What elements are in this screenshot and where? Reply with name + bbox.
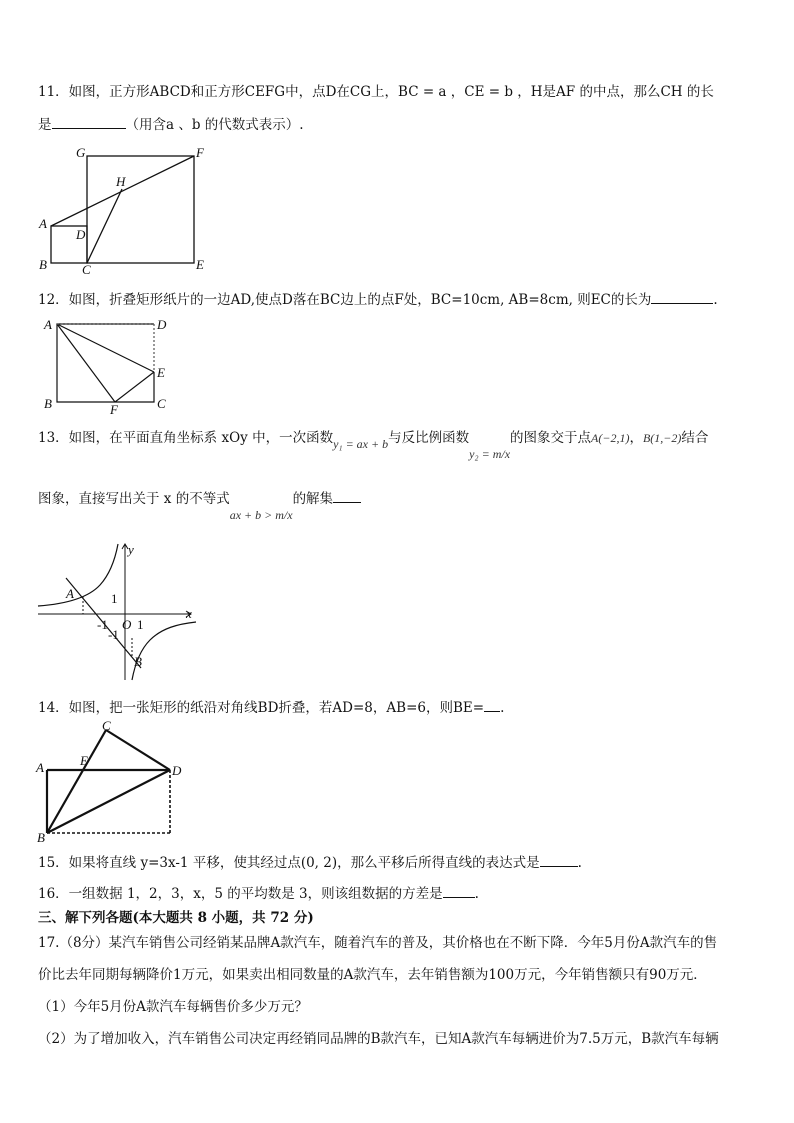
q17-line2 (38, 966, 707, 984)
q11-label-f: F (196, 145, 204, 160)
q11-label-d: D (76, 227, 86, 242)
q16-answer-blank[interactable] (443, 884, 475, 898)
q17-text-line1: 17.（8分）某汽车销售公司经销某品牌A款汽车，随着汽车的普及，其价格也在不断下降．今年5月份A款汽车的售 (38, 935, 718, 951)
q13-text-1d: 结合 (681, 430, 709, 446)
segment-fe (115, 372, 154, 402)
q17-sub2 (38, 1030, 719, 1048)
q13-point-a: A(−2,1) (591, 431, 630, 445)
q13-tick-y1: 1 (111, 591, 118, 606)
rect-abc (57, 324, 154, 402)
q11-label-g: G (76, 145, 86, 160)
q14-label-d: D (172, 763, 182, 778)
q13-label-b: B (134, 654, 142, 669)
q13-label-o: O (122, 617, 132, 632)
segment-cd (106, 730, 170, 770)
q11-line1 (38, 83, 714, 101)
q16-text: 16．一组数据 1，2，3，x，5 的平均数是 3，则该组数据的方差是 (38, 886, 443, 902)
q15-answer-blank[interactable] (540, 853, 578, 867)
q17-sub1 (38, 998, 308, 1016)
q13-text-2b: 的解集 (292, 491, 334, 507)
segment-ae (57, 324, 154, 372)
q11-text-line2a: 是 (38, 117, 52, 133)
q11-label-c: C (82, 262, 91, 277)
q12-figure (36, 314, 176, 414)
q13-tick-x1: 1 (137, 617, 144, 632)
q12-label-c: C (157, 396, 166, 411)
q12-label-d: D (157, 317, 167, 332)
q14-label-a: A (36, 760, 44, 775)
q11-figure (36, 142, 216, 277)
q17-text-sub1: （1）今年5月份A款汽车每辆售价多少万元？ (38, 999, 308, 1015)
q16-end: . (474, 886, 479, 902)
q14-figure (34, 718, 189, 843)
q13-label-x: x (186, 606, 192, 621)
q11-label-b: B (39, 257, 47, 272)
q13-text-1c: 的图象交于点 (510, 430, 592, 446)
q12-label-e: E (157, 365, 165, 380)
q13-tick-yneg1: -1 (108, 627, 119, 642)
q12-label-b: B (44, 396, 52, 411)
section-3-heading (38, 909, 314, 927)
q11-label-h: H (116, 174, 126, 189)
q12-text: 12．如图，折叠矩形纸片的一边AD,使点D落在BC边上的点F处，BC=10cm, AB=8cm, 则EC的长为 (38, 292, 652, 308)
q13-point-b: B(1,−2) (642, 431, 682, 445)
square-cefg (87, 156, 194, 263)
hyperbola-branch-left (38, 544, 118, 606)
q12-answer-blank[interactable] (651, 290, 713, 304)
q13-label-a: A (66, 586, 74, 601)
q14-end: . (500, 700, 505, 716)
segment-af (51, 156, 194, 226)
q13-text-2a: 图象，直接写出关于 x 的不等式 (38, 491, 230, 507)
q11-text-line2b: （用含a 、b 的代数式表示）. (125, 117, 304, 133)
q17-text-sub2: （2）为了增加收入，汽车销售公司决定再经销同品牌的B款汽车，已知A款汽车每辆进价为7.5万元，B款汽车每辆 (38, 1031, 719, 1047)
q17-text-line2: 价比去年同期每辆降价1万元，如果卖出相同数量的A款汽车，去年销售额为100万元，今年销售额只有90万元． (38, 967, 707, 983)
q13-line2 (38, 489, 361, 522)
q14-label-b: B (37, 830, 45, 843)
q12-label-f: F (110, 402, 118, 414)
q13-func1: y₁ = ax + b (333, 437, 389, 451)
q11-label-a: A (39, 216, 47, 231)
q14-label-c: C (102, 718, 111, 733)
q13-label-y: y (128, 542, 134, 557)
q13-answer-blank[interactable] (333, 489, 361, 503)
q13-tick-xneg1: -1 (97, 617, 108, 632)
q12-label-a: A (44, 317, 52, 332)
q13-line1: 13．如图，在平面直角坐标系 xOy 中，一次函数y₁ = ax + b与反比例函数y₂ = m/x的图象交于点A(−2,1)，B(1,−2)结合 (38, 430, 709, 461)
q13-func2: y₂ = m/x (469, 447, 511, 461)
q13-figure (36, 540, 201, 685)
q14-text: 14．如图，把一张矩形的纸沿对角线BD折叠，若AD=8，AB=6，则BE= (38, 700, 485, 716)
section-3-text: 三、解下列各题(本大题共 8 小题，共 72 分) (38, 910, 314, 926)
q15-text: 15．如果将直线 y=3x-1 平移，使其经过点(0, 2)，那么平移后所得直线的表达式是 (38, 855, 540, 871)
q13-inequality: ax + b > m/x (229, 508, 293, 522)
segment-af (57, 324, 115, 402)
q14-answer-blank[interactable] (484, 698, 500, 712)
q17-line1 (38, 934, 717, 952)
q11-text-line1: 11．如图，正方形ABCD和正方形CEFG中，点D在CG上，BC = a ，CE = b ，H是AF 的中点，那么CH 的长 (38, 84, 714, 100)
q11-label-e: E (196, 257, 204, 272)
q12-end: . (713, 292, 718, 308)
q14-line (38, 698, 504, 717)
q14-label-e: E (80, 753, 88, 768)
q13-text-1a: 13．如图，在平面直角坐标系 xOy 中，一次函数 (38, 430, 334, 446)
q15-line (38, 853, 582, 872)
q12-line (38, 290, 718, 309)
q13-text-1b: 与反比例函数 (388, 430, 470, 446)
q11-line2 (38, 115, 304, 134)
q16-line (38, 884, 479, 903)
q15-end: . (577, 855, 582, 871)
q11-answer-blank[interactable] (52, 115, 126, 129)
